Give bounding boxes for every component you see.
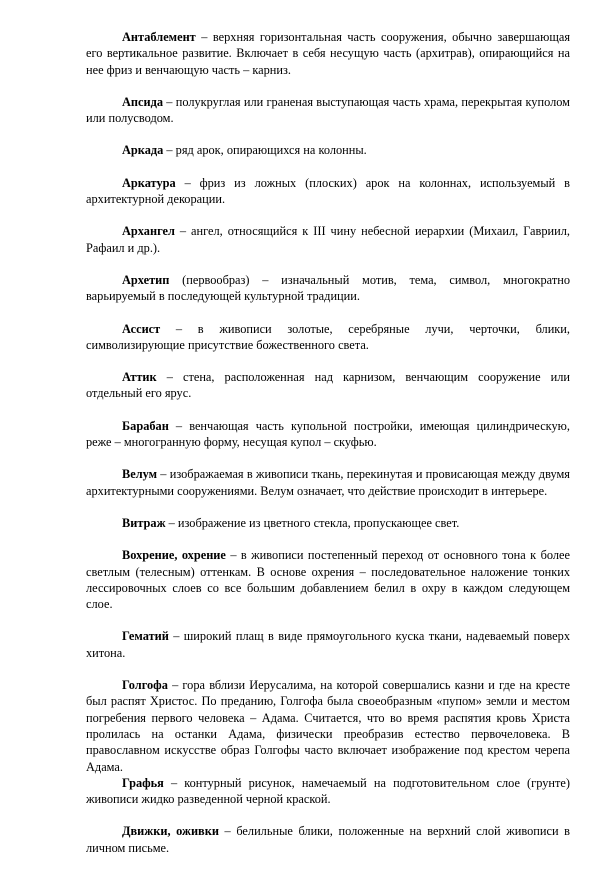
entry-definition: – широкий плащ в виде прямоугольного куска ткани, надеваемый поверх хитона. bbox=[86, 629, 570, 660]
entry-term: Ассист bbox=[122, 321, 161, 336]
glossary-entry bbox=[86, 775, 570, 808]
glossary-entry bbox=[86, 418, 570, 451]
entry-definition: – гора вблизи Иерусалима, на которой совершались казни и где на кресте был распят Христос. По преданию, Голгофа была своеобразным «пупом» земли и местом погребения первого человека – Адама. Считается, что во время распятия кровь Христа пролилась на останки Адама, физически преобразив естество первочеловека. В православном искусстве образ Голгофы часто включает изображение под крестом черепа Адама. bbox=[86, 678, 570, 774]
entry-term: Барабан bbox=[122, 418, 169, 433]
entry-definition: – полукруглая или граненая выступающая часть храма, перекрытая куполом или полусводом. bbox=[86, 94, 570, 126]
glossary-entry bbox=[86, 547, 570, 612]
entry-definition: – ангел, относящийся к III чину небесной иерархии (Михаил, Гавриил, Рафаил и др.). bbox=[86, 224, 570, 255]
entry-term: Аркада bbox=[122, 143, 164, 158]
glossary-entry bbox=[86, 823, 570, 856]
entry-term: Антаблемент bbox=[122, 30, 196, 44]
entry-term: Вохрение, охрение bbox=[122, 548, 226, 563]
glossary-entry bbox=[86, 29, 570, 78]
glossary-entry bbox=[86, 94, 570, 127]
glossary-entry bbox=[86, 142, 570, 158]
glossary-entry bbox=[86, 466, 570, 499]
entry-term: Голгофа bbox=[122, 678, 168, 693]
glossary-entry bbox=[86, 515, 570, 531]
entry-term: Графья bbox=[122, 775, 164, 790]
entry-definition: – верхняя горизонтальная часть сооружения, обычно завершающая его вертикальное развитие. Включает в себя несущую часть (архитрав), опирающийся на нее фриз и венчающую часть – карниз. bbox=[86, 30, 570, 77]
glossary-entry bbox=[86, 272, 570, 305]
entry-term: Архангел bbox=[122, 224, 175, 239]
entry-definition: – в живописи постепенный переход от основного тона к более светлым (телесным) оттенкам. В основе охрения – последовательное наложение тонких лессировочных слоев со все большим добавлением белил в охру в каждом следующем слое. bbox=[86, 548, 570, 612]
entry-definition: – венчающая часть купольной постройки, имеющая цилиндрическую, реже – многогранную форму, несущая купол – скуфью. bbox=[86, 418, 570, 450]
entry-term: Аркатура bbox=[122, 175, 176, 190]
entry-term: Архетип bbox=[122, 272, 170, 287]
entry-definition: – белильные блики, положенные на верхний слой живописи в личном письме. bbox=[86, 824, 570, 855]
entry-term: Витраж bbox=[122, 515, 166, 530]
entry-term: Апсида bbox=[122, 94, 164, 109]
entry-definition: – ряд арок, опирающихся на колонны. bbox=[163, 143, 367, 158]
entry-definition: (первообраз) – изначальный мотив, тема, символ, многократно варьируемый в последующей культурной традиции. bbox=[86, 272, 570, 304]
entry-term: Гематий bbox=[122, 629, 169, 644]
glossary-entry bbox=[86, 321, 570, 354]
document-page bbox=[86, 29, 570, 872]
entry-definition: – изображение из цветного стекла, пропускающее свет. bbox=[165, 515, 460, 530]
entry-definition: – в живописи золотые, серебряные лучи, черточки, блики, символизирующие присутствие божественного света. bbox=[86, 321, 570, 352]
entry-definition: – контурный рисунок, намечаемый на подготовительном слое (грунте) живописи жидко разведенной черной краской. bbox=[86, 775, 570, 807]
glossary-entry bbox=[86, 369, 570, 402]
glossary-entry bbox=[86, 223, 570, 256]
glossary-entry bbox=[86, 677, 570, 775]
glossary-entry bbox=[86, 628, 570, 661]
entry-definition: – изображаемая в живописи ткань, перекинутая и провисающая между двумя архитектурными сооружениями. Велум означает, что действие происходит в интерьере. bbox=[86, 467, 570, 498]
entry-term: Движки, оживки bbox=[122, 824, 219, 839]
entry-definition: – стена, расположенная над карнизом, венчающим сооружение или отдельный его ярус. bbox=[86, 370, 570, 401]
glossary-entry bbox=[86, 175, 570, 208]
entry-term: Велум bbox=[122, 467, 158, 482]
entry-term: Аттик bbox=[122, 370, 157, 385]
entry-definition: – фриз из ложных (плоских) арок на колоннах, используемый в архитектурной декорации. bbox=[86, 175, 570, 207]
